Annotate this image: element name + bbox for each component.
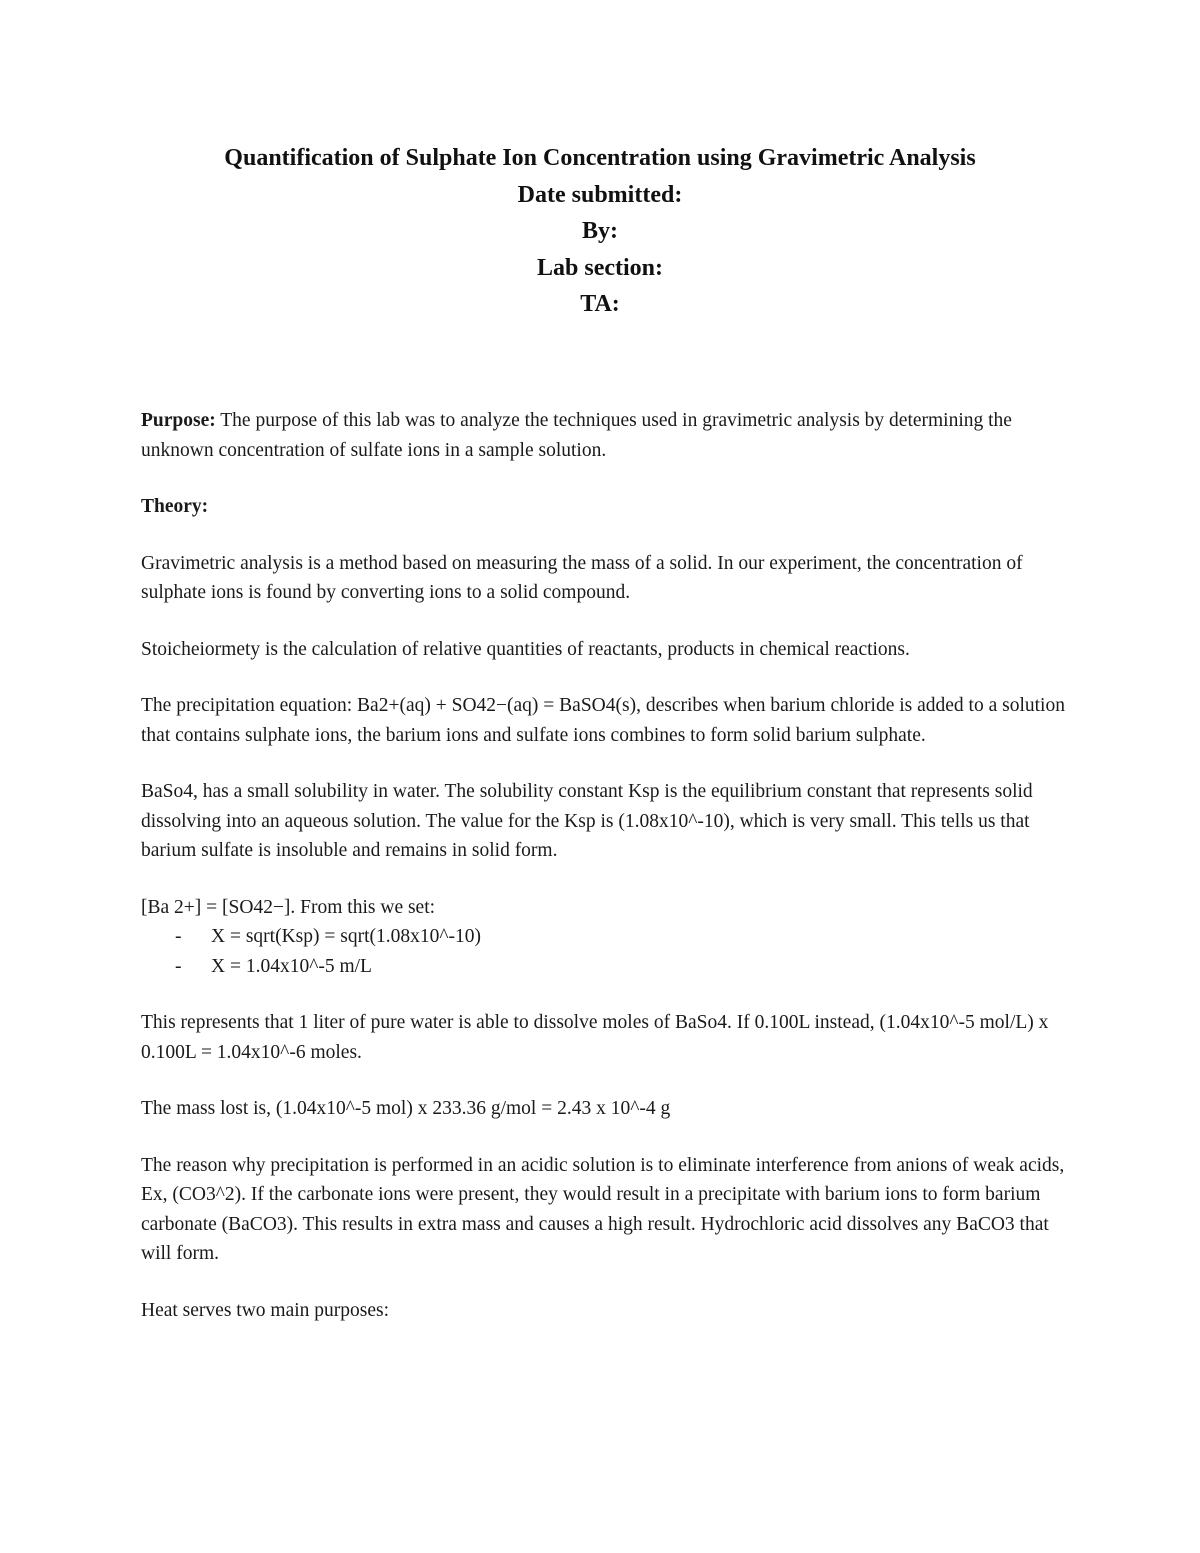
document-body: [141, 406, 1071, 1352]
lab-section-label: Lab section:: [537, 254, 663, 281]
title-block: [0, 140, 1200, 323]
theory-paragraph-equality: [Ba 2+] = [SO42−]. From this we set:: [141, 896, 436, 918]
list-item-text: X = 1.04x10^-5 m/L: [211, 955, 372, 977]
theory-paragraph-stoichiometry: Stoicheiormety is the calculation of relative quantities of reactants, products in chemical reactions.: [141, 638, 910, 660]
ta-label: TA:: [580, 291, 620, 317]
theory-paragraph-heat: Heat serves two main purposes:: [141, 1299, 390, 1321]
purpose-paragraph: [141, 406, 1071, 465]
theory-heading: Theory:: [141, 496, 209, 517]
list-item: [141, 922, 1071, 952]
bullet-dash: -: [175, 955, 182, 977]
theory-paragraph-solubility: BaSo4, has a small solubility in water. The solubility constant Ksp is the equilibrium constant that represents solid dissolving into an aqueous solution. The value for the Ksp is (1.08x10^-10), which is very small. This tells us that barium sulfate is insoluble and remains in solid form.: [141, 781, 1033, 861]
list-item-text: X = sqrt(Ksp) = sqrt(1.08x10^-10): [211, 926, 481, 947]
purpose-label: Purpose:: [141, 410, 216, 431]
author-label: By:: [582, 218, 618, 244]
theory-paragraph-gravimetric: Gravimetric analysis is a method based on measuring the mass of a solid. In our experiment, the concentration of sulphate ions is found by converting ions to a solid compound.: [141, 552, 1023, 603]
date-submitted-label: Date submitted:: [517, 181, 683, 208]
theory-paragraph-moles: This represents that 1 liter of pure water is able to dissolve moles of BaSo4. If 0.100L instead, (1.04x10^-5 mol/L) x 0.100L = 1.04x10^-6 moles.: [141, 1012, 1049, 1063]
calculation-list: [141, 922, 1071, 981]
document-title: Quantification of Sulphate Ion Concentration using Gravimetric Analysis: [224, 145, 976, 171]
theory-paragraph-acidic: The reason why precipitation is performed in an acidic solution is to eliminate interference from anions of weak acids, Ex, (CO3^2). If the carbonate ions were present, they would result in a precipitate with barium ions to form barium carbonate (BaCO3). This results in extra mass and causes a high result. Hydrochloric acid dissolves any BaCO3 that will form.: [141, 1154, 1065, 1264]
list-item: [141, 952, 1071, 982]
theory-paragraph-mass-lost: The mass lost is, (1.04x10^-5 mol) x 233.36 g/mol = 2.43 x 10^-4 g: [141, 1098, 671, 1119]
bullet-dash: -: [175, 926, 182, 947]
purpose-text: The purpose of this lab was to analyze the techniques used in gravimetric analysis by determining the unknown concentration of sulfate ions in a sample solution.: [141, 410, 1012, 461]
theory-paragraph-precipitation: The precipitation equation: Ba2+(aq) + SO42−(aq) = BaSO4(s), describes when barium chloride is added to a solution that contains sulphate ions, the barium ions and sulfate ions combines to form solid barium sulphate.: [141, 695, 1065, 746]
